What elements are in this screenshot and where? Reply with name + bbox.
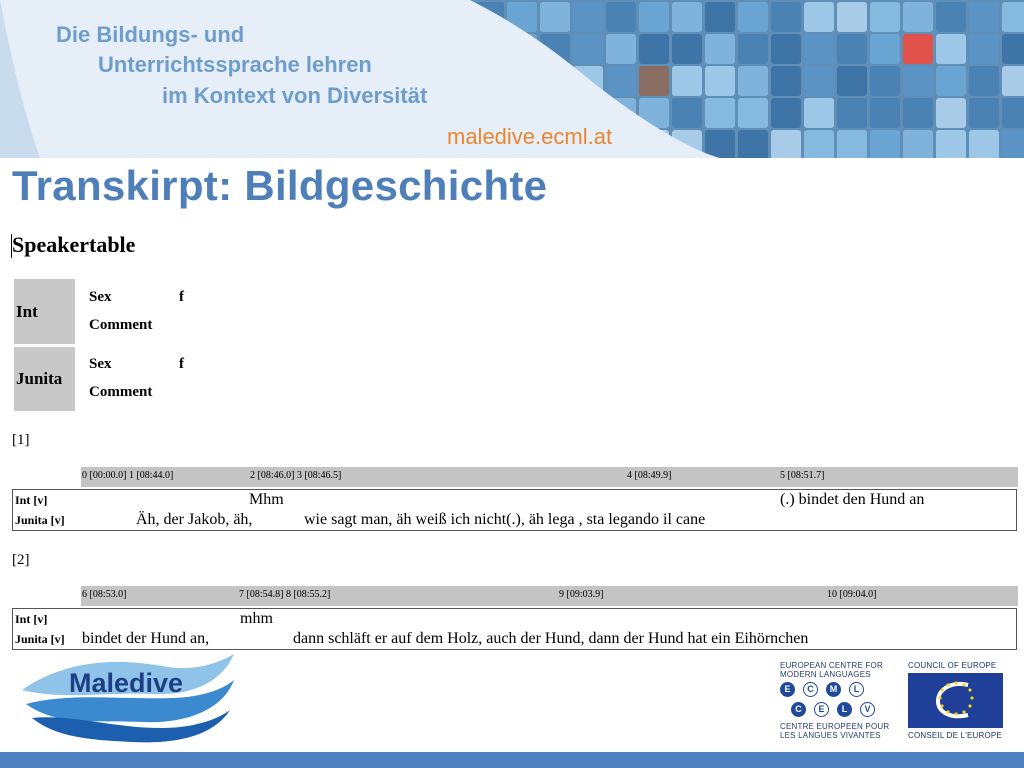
- ecml-letter-circle: M: [826, 682, 841, 697]
- block-number: [2]: [12, 552, 30, 568]
- header-banner: [0, 0, 1024, 158]
- maledive-logo-text: Maledive: [69, 668, 184, 698]
- utterance: dann schläft er auf dem Holz, auch der Hund, dann der Hund hat ein Eihörnchen: [293, 630, 809, 647]
- header-title-line-3: im Kontext von Diversität: [162, 83, 428, 108]
- header-title-line-2: Unterrichtssprache lehren: [98, 52, 372, 77]
- speaker-name: Junita: [16, 369, 63, 388]
- timestamp: 0 [00:00.0] 1 [08:44.0]: [82, 470, 174, 481]
- coe-text-bottom: CONSEIL DE L'EUROPE: [908, 731, 1002, 740]
- speaker-comment-label: Comment: [89, 384, 153, 400]
- utterance: mhm: [240, 610, 273, 627]
- timeline-bar: [81, 586, 1018, 606]
- speaker-comment-label: Comment: [89, 317, 153, 333]
- speaker-sex-label: Sex: [89, 356, 112, 372]
- speakertable-heading: Speakertable: [12, 232, 136, 257]
- header-url[interactable]: maledive.ecml.at: [447, 124, 613, 149]
- footer-bar: [0, 752, 1024, 768]
- timestamp: 4 [08:49.9]: [627, 470, 672, 481]
- utterance: wie sagt man, äh weiß ich nicht(.), äh lega , sta legando il cane: [304, 511, 706, 528]
- ecml-letter-circle: C: [791, 702, 806, 717]
- ecml-text-bottom-2: LES LANGUES VIVANTES: [780, 731, 881, 740]
- timestamp: 5 [08:51.7]: [780, 470, 825, 481]
- tier-label: Int [v]: [15, 612, 48, 626]
- timestamp: 9 [09:03.9]: [559, 589, 604, 600]
- timeline-bar: [81, 467, 1018, 487]
- coe-text-top: COUNCIL OF EUROPE: [908, 661, 997, 670]
- timestamp: 7 [08:54.8] 8 [08:55.2]: [239, 589, 331, 600]
- timestamp: 6 [08:53.0]: [82, 589, 127, 600]
- timestamp: 2 [08:46.0] 3 [08:46.5]: [250, 470, 342, 481]
- tier-label: Junita [v]: [15, 632, 65, 646]
- utterance: bindet der Hund an,: [82, 630, 210, 647]
- transcript-tier-box: [12, 608, 1017, 650]
- ecml-letter-circle: V: [860, 702, 875, 717]
- speaker-junita-cell: [14, 347, 75, 411]
- ecml-text-top-1: EUROPEAN CENTRE FOR: [780, 661, 883, 670]
- timestamp: 10 [09:04.0]: [827, 589, 877, 600]
- block-number: [1]: [12, 432, 30, 448]
- speaker-sex-label: Sex: [89, 289, 112, 305]
- tier-label: Junita [v]: [15, 513, 65, 527]
- utterance: (.) bindet den Hund an: [780, 491, 925, 508]
- ecml-letter-circle: E: [780, 682, 795, 697]
- header-title-line-1: Die Bildungs- und: [56, 22, 245, 47]
- utterance: Mhm: [249, 491, 284, 508]
- ecml-text-bottom-1: CENTRE EUROPEEN POUR: [780, 722, 890, 731]
- transcript-tier-box: [12, 489, 1017, 531]
- ecml-text-top-2: MODERN LANGUAGES: [780, 670, 871, 679]
- ecml-letter-circle: L: [849, 682, 864, 697]
- council-of-europe-flag-icon: [908, 673, 1003, 728]
- speaker-sex-value: f: [179, 356, 184, 372]
- utterance: Äh, der Jakob, äh,: [136, 511, 253, 528]
- slide-title: Transkirpt: Bildgeschichte: [12, 162, 548, 209]
- tier-label: Int [v]: [15, 493, 48, 507]
- ecml-letter-circle: E: [814, 702, 829, 717]
- speaker-name: Int: [16, 301, 38, 321]
- ecml-letter-circle: C: [803, 682, 818, 697]
- speaker-int-cell: [14, 279, 75, 344]
- ecml-letter-circle: L: [837, 702, 852, 717]
- speaker-sex-value: f: [179, 289, 184, 305]
